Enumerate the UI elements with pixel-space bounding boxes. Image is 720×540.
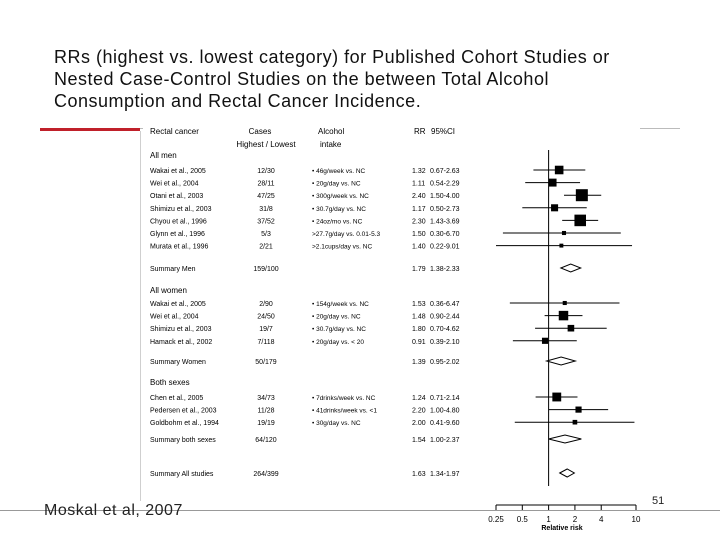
study-label: Goldbohm et al., 1994 [150, 420, 219, 428]
study-rr: 2.00 [412, 420, 426, 428]
study-rr: 1.53 [412, 301, 426, 308]
point-estimate-marker [563, 301, 567, 305]
study-label: Shimizu et al., 2003 [150, 205, 212, 213]
summary-ci: 1.38-2.33 [430, 266, 460, 273]
study-intake: • 30.7g/day vs. NC [312, 205, 366, 213]
study-cases: 2/21 [259, 243, 273, 251]
study-ci: 0.22-9.01 [430, 243, 460, 251]
study-label: Murata et al., 1996 [150, 243, 209, 251]
point-estimate-marker [574, 215, 586, 227]
study-cases: 28/11 [257, 180, 275, 188]
study-intake: • 154g/week vs. NC [312, 301, 369, 308]
title-line-1: RRs (highest vs. lowest category) for Published Cohort Studies or [54, 47, 610, 67]
summary-label: Summary both sexes [150, 437, 216, 444]
study-label: Otani et al., 2003 [150, 193, 204, 201]
study-ci: 0.39-2.10 [430, 338, 460, 346]
summary-label: Summary Men [150, 266, 196, 273]
study-rr: 2.40 [412, 193, 426, 201]
point-estimate-marker [568, 325, 575, 332]
group-header: All women [150, 286, 187, 295]
study-intake: • 7drinks/week vs. NC [312, 395, 376, 402]
point-estimate-marker [559, 311, 568, 320]
point-estimate-marker [576, 189, 588, 201]
study-rr: 2.30 [412, 218, 426, 226]
study-intake: >2.1cups/day vs. NC [312, 243, 373, 251]
study-cases: 11/28 [257, 407, 275, 415]
x-tick-label: 1 [546, 515, 551, 524]
summary-label: Summary Women [150, 359, 206, 366]
col-header-rr: RR [414, 127, 426, 136]
study-label: Shimizu et al., 2003 [150, 326, 212, 334]
study-ci: 0.30-6.70 [430, 231, 460, 238]
point-estimate-marker [551, 204, 558, 211]
study-label: Chen et al., 2005 [150, 395, 204, 402]
study-intake: • 30g/day vs. NC [312, 420, 361, 428]
point-estimate-marker [562, 231, 566, 235]
study-intake: • 41drinks/week vs. <1 [312, 407, 377, 415]
study-label: Wei et al., 2004 [150, 180, 199, 188]
overall-rr: 1.63 [412, 471, 426, 478]
study-label: Hamack et al., 2002 [150, 338, 213, 346]
overall-cases: 264/399 [253, 471, 279, 478]
x-axis-label: Relative risk [541, 525, 583, 532]
study-cases: 34/73 [257, 395, 275, 402]
study-intake: • 20g/day vs. NC [312, 313, 361, 321]
study-ci: 1.43-3.69 [430, 218, 460, 226]
study-ci: 0.54-2.29 [430, 180, 460, 188]
study-label: Pedersen et al., 2003 [150, 407, 217, 415]
col-header-cases: Cases [248, 127, 272, 136]
study-rr: 1.40 [412, 243, 426, 251]
col-header-intake: intake [320, 140, 342, 149]
summary-rr: 1.79 [412, 266, 426, 273]
study-intake: • 30.7g/day vs. NC [312, 326, 366, 334]
study-cases: 24/50 [257, 313, 275, 321]
summary-rr: 1.39 [412, 359, 426, 366]
study-rr: 2.20 [412, 407, 426, 415]
study-cases: 5/3 [261, 231, 271, 238]
study-ci: 0.70-4.62 [430, 326, 460, 334]
study-rr: 1.32 [412, 168, 426, 175]
x-tick-label: 4 [598, 515, 604, 524]
study-label: Wei et al., 2004 [150, 313, 199, 321]
summary-ci: 1.00-2.37 [430, 437, 460, 444]
study-cases: 2/90 [259, 301, 273, 308]
study-label: Glynn et al., 1996 [150, 231, 205, 238]
study-cases: 47/25 [257, 193, 275, 201]
study-rr: 1.24 [412, 395, 426, 402]
overall-ci: 1.34-1.97 [430, 471, 460, 478]
study-ci: 0.90-2.44 [430, 313, 460, 321]
study-intake: • 46g/week vs. NC [312, 168, 366, 175]
summary-cases: 159/100 [253, 266, 279, 273]
study-intake: >27.7g/day vs. 0.01-5.3 [312, 231, 381, 238]
study-rr: 1.80 [412, 326, 426, 334]
study-cases: 12/30 [257, 168, 275, 175]
footer-citation: Moskal et al, 2007 [44, 502, 183, 519]
summary-ci: 0.95-2.02 [430, 359, 460, 366]
point-estimate-marker [573, 420, 578, 425]
title-line-3: Consumption and Rectal Cancer Incidence. [54, 91, 422, 111]
col-header-cases-sub: Highest / Lowest [236, 140, 296, 149]
study-ci: 0.50-2.73 [430, 205, 460, 213]
x-tick-label: 10 [631, 515, 641, 524]
study-ci: 0.71-2.14 [430, 395, 460, 402]
x-tick-label: 2 [572, 515, 578, 524]
study-cases: 37/52 [257, 218, 275, 226]
point-estimate-marker [555, 166, 564, 175]
study-ci: 1.00-4.80 [430, 407, 460, 415]
x-tick-label: 0.25 [488, 515, 504, 524]
summary-cases: 64/120 [255, 437, 277, 444]
study-cases: 31/8 [259, 205, 273, 213]
point-estimate-marker [575, 407, 581, 413]
study-cases: 19/19 [257, 420, 275, 428]
study-ci: 0.36-6.47 [430, 301, 460, 308]
study-rr: 1.48 [412, 313, 426, 321]
group-header: Both sexes [150, 378, 190, 387]
study-intake: • 300g/week vs. NC [312, 193, 369, 201]
overall-label: Summary All studies [150, 471, 214, 478]
study-rr: 0.91 [412, 338, 426, 346]
study-intake: • 20g/day vs. < 20 [312, 338, 364, 346]
study-label: Wakai et al., 2005 [150, 301, 206, 308]
point-estimate-marker [542, 338, 548, 344]
study-cases: 19/7 [259, 326, 273, 334]
group-header: All men [150, 151, 177, 160]
study-rr: 1.50 [412, 231, 426, 238]
summary-cases: 50/179 [255, 359, 277, 366]
study-ci: 0.41-9.60 [430, 420, 460, 428]
study-cases: 7/118 [257, 338, 275, 346]
col-header-study: Rectal cancer [150, 127, 199, 136]
x-tick-label: 0.5 [516, 515, 528, 524]
point-estimate-marker [552, 393, 561, 402]
study-label: Chyou et al., 1996 [150, 218, 207, 226]
point-estimate-marker [549, 179, 557, 187]
summary-rr: 1.54 [412, 437, 426, 444]
study-label: Wakai et al., 2005 [150, 168, 206, 175]
study-ci: 1.50-4.00 [430, 193, 460, 201]
study-ci: 0.67-2.63 [430, 168, 460, 175]
col-header-alcohol: Alcohol [318, 127, 345, 136]
study-rr: 1.11 [412, 180, 426, 188]
study-intake: • 24oz/mo vs. NC [312, 218, 363, 226]
study-rr: 1.17 [412, 205, 426, 213]
study-intake: • 20g/day vs. NC [312, 180, 361, 188]
col-header-ci: 95%CI [431, 127, 456, 136]
page-number: 51 [652, 495, 665, 507]
title-line-2: Nested Case-Control Studies on the between Total Alcohol [54, 69, 549, 89]
point-estimate-marker [559, 244, 563, 248]
